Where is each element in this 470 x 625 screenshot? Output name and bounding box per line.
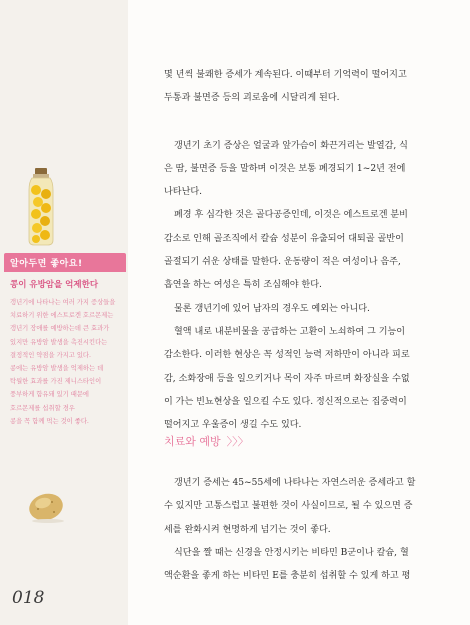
text-line: 몇 년씩 불쾌한 증세가 계속된다. 이때부터 기억력이 떨어지고 — [164, 70, 407, 80]
tip-line: 콩을 꼭 함께 먹는 것이 좋다. — [10, 417, 89, 425]
main-text-continued — [164, 472, 454, 588]
text-line: 갱년기 초기 증상은 얼굴과 앞가슴이 화끈거리는 발열감, 식 — [174, 140, 408, 151]
section-title: 치료와 예방 — [164, 435, 221, 448]
tip-line: 갱년기 장애를 예방하는데 큰 효과가 — [10, 325, 110, 333]
potato-illustration — [24, 487, 72, 525]
text-line: 감, 소화장애 등을 일으키거나 목이 자주 마르며 화장실을 수없 — [164, 373, 410, 384]
tip-box — [4, 253, 126, 428]
section-heading — [164, 433, 249, 449]
jar-illustration — [26, 168, 56, 246]
text-line: 혈액 내로 내분비물을 공급하는 고환이 노쇠하여 그 기능이 — [174, 326, 406, 337]
tip-line: 치료하기 위한 에스트로겐 호르몬제는 — [10, 312, 114, 320]
text-line: 물론 갱년기에 있어 남자의 경우도 예외는 아니다. — [174, 303, 370, 314]
text-line: 흡연을 하는 여성은 특히 조심해야 한다. — [164, 280, 322, 291]
paragraph — [164, 472, 454, 588]
tip-title: 콩이 유방암을 억제한다 — [10, 280, 99, 290]
text-line: 폐경 후 심각한 것은 골다공증인데, 이것은 에스트로겐 분비 — [174, 210, 408, 221]
tip-line: 결정적인 약점을 가지고 있다. — [10, 351, 91, 359]
tip-line: 있지만 유방암 발생을 촉진시킨다는 — [10, 338, 108, 346]
text-line: 이 가는 빈뇨현상을 일으킬 수도 있다. 정신적으로는 집중력이 — [164, 396, 407, 407]
tip-line: 호르몬제를 섭취할 경우 — [10, 404, 75, 412]
text-line: 감소한다. 이러한 현상은 꼭 성적인 능력 저하만이 아니라 피로 — [164, 350, 410, 361]
text-line: 은 땀, 불면증 등을 말하며 이것은 보통 폐경되기 1~2년 전에 — [164, 163, 406, 174]
tip-line: 콩에는 유방암 발생을 억제하는 데 — [10, 365, 104, 373]
text-line: 골절되기 쉬운 상태를 말한다. 운동량이 적은 여성이나 음주, — [164, 257, 401, 268]
text-line: 세를 완화시켜 현명하게 넘기는 것이 좋다. — [164, 524, 331, 535]
text-line: 나타난다. — [164, 187, 203, 198]
text-line: 떨어지고 우울증이 생길 수도 있다. — [164, 420, 302, 431]
tip-line: 탁월한 효과를 가진 제니스타인이 — [10, 378, 102, 386]
text-line: 감소로 인해 골조직에서 칼슘 성분이 유출되어 대퇴골 골반이 — [164, 233, 404, 244]
text-line: 액순환을 좋게 하는 비타민 E를 충분히 섭취할 수 있게 하고 평 — [164, 571, 411, 582]
text-line: 수 있지만 고통스럽고 불편한 것이 사실이므로, 될 수 있으면 증 — [164, 501, 413, 512]
text-line: 식단을 짤 때는 신경을 안정시키는 비타민 B군이나 칼슘, 혈 — [174, 547, 409, 558]
chevron-icon: 〉〉〉 — [226, 435, 249, 448]
tip-line: 갱년기에 나타나는 여러 가지 증상들을 — [10, 299, 116, 306]
paragraph — [164, 64, 454, 111]
text-line: 두통과 불면증 등의 괴로움에 시달리게 된다. — [164, 93, 340, 104]
tip-header: 알아두면 좋아요! — [4, 253, 126, 272]
tip-line: 풍부하게 함유돼 있기 때문에 — [10, 391, 89, 399]
page-number: 018 — [12, 588, 45, 608]
text-line: 갱년기 증세는 45~55세에 나타나는 자연스러운 증세라고 할 — [174, 478, 416, 488]
paragraph — [164, 135, 454, 438]
tip-body — [10, 296, 126, 428]
main-text — [164, 64, 454, 437]
